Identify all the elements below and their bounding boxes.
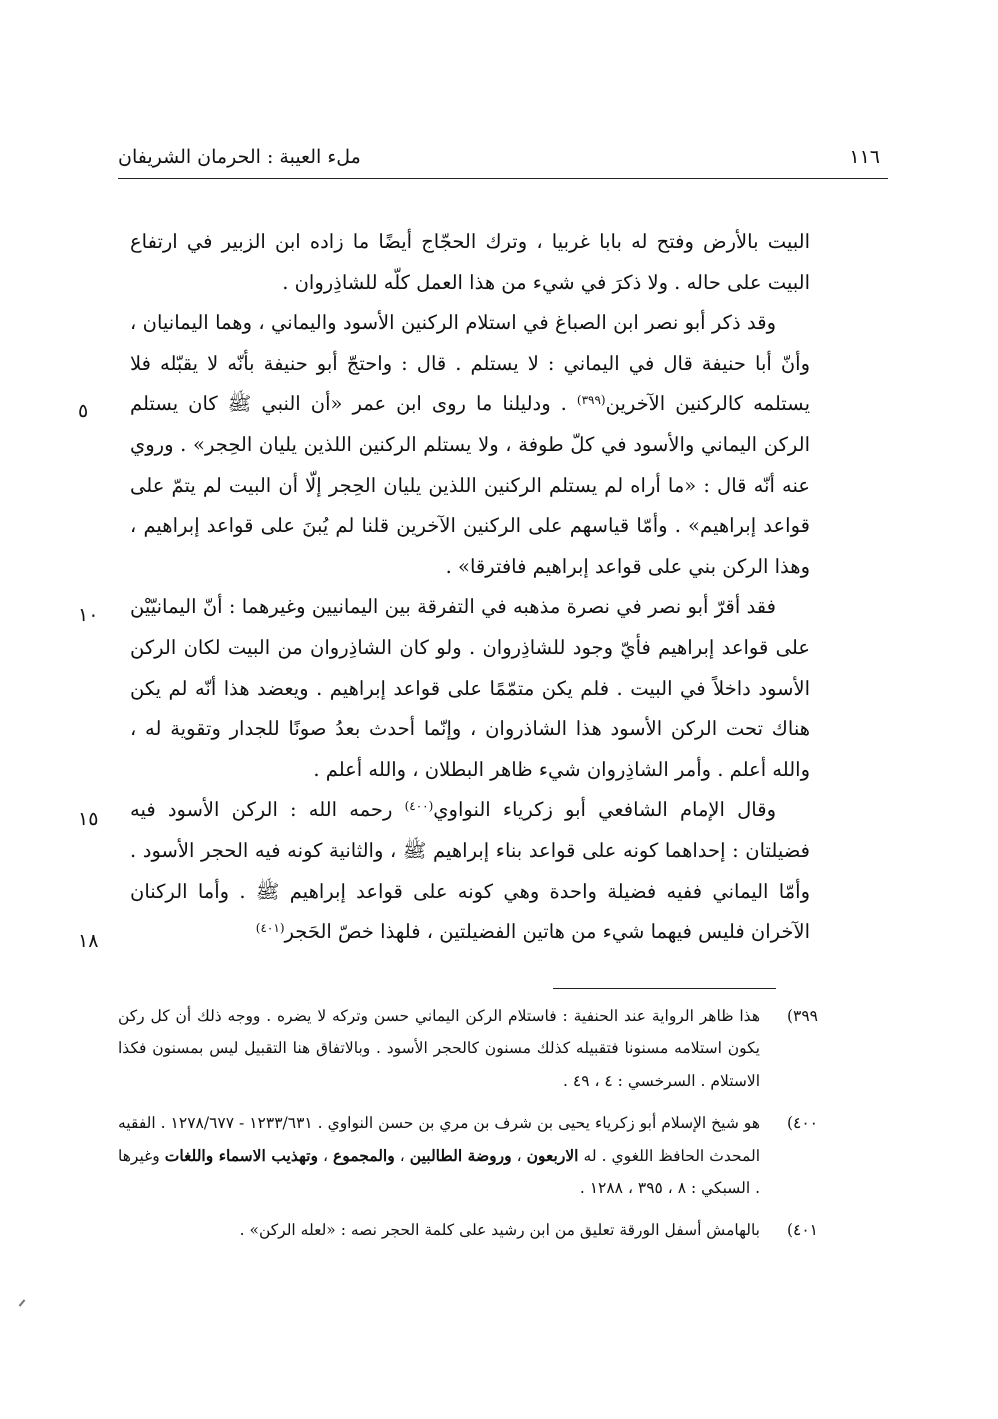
book-title-arbaun: الاربعون bbox=[526, 1145, 579, 1165]
footnote-number: ٣٩٩) bbox=[786, 1007, 818, 1025]
running-title: ملء العيبة : الحرمان الشريفان bbox=[118, 146, 361, 168]
separator: ، bbox=[317, 1146, 334, 1165]
main-text bbox=[130, 222, 810, 953]
footnote-ref-399[interactable]: (٣٩٩) bbox=[576, 393, 606, 408]
separator: ، bbox=[511, 1146, 527, 1165]
paragraph-1: البيت بالأرض وفتح له بابا غربيا ، وترك الحجّاج أيضًا ما زاده ابن الزبير في ارتفاع البيت على حاله . ولا ذكرَ في شيء من هذا العمل كلّه للشاذِروان . bbox=[130, 230, 810, 294]
page-header bbox=[118, 140, 880, 174]
footnote-text-part-a: هو شيخ الإسلام أبو زكرياء يحيى بن شرف بن مري بن حسن النواوي . ١٢٣٣/٦٣١ - ١٢٧٨/٦٧٧ . الفقيه المحدث الحافظ اللغوي . له bbox=[118, 1114, 761, 1165]
paragraph-4 bbox=[130, 790, 810, 952]
paragraph-3: فقد أقرّ أبو نصر في نصرة مذهبه في التفرقة بين اليمانيين وغيرهما : أنّ اليمانيّيْن على قواعد إبراهيم فأيّ وجود للشاذِروان . ولو كان الشاذِروان من البيت لكان الركن الأسود داخلاً في البيت . فلم يكن متمّمًا على قواعد إبراهيم . ويعضد هذا أنّه لم يكن هناك تحت الركن الأسود هذا الشاذروان ، وإنّما أحدث بعدُ صونًا للجدار وتقوية له ، والله أعلم . وأمر الشاذِروان شيء ظاهر البطلان ، والله أعلم . bbox=[130, 595, 810, 781]
paragraph-2-part-a: وقد ذكر أبو نصر ابن الصباغ في استلام الركنين الأسود واليماني ، وهما اليمانيان ، وأنّ أبا حنيفة قال في اليماني : لا يستلم . قال : واحتجّ أبو حنيفة بأنّه لا يقبّله فلا يستلمه كالركنين الآخرين bbox=[130, 311, 810, 416]
paragraph-2 bbox=[130, 303, 810, 587]
footnote-400 bbox=[118, 1107, 818, 1204]
book-title-majmu: والمجموع bbox=[333, 1145, 395, 1165]
footnote-399 bbox=[118, 1000, 818, 1097]
footnote-number: ٤٠١) bbox=[786, 1221, 818, 1240]
footnote-ref-400[interactable]: (٤٠٠) bbox=[404, 799, 434, 814]
footnote-text-part-b: وغيرها . السبكي : ٨ ، ٣٩٥ ، ١٢٨٨ . bbox=[118, 1146, 760, 1198]
line-number-18: ١٨ bbox=[78, 930, 99, 952]
header-rule bbox=[118, 178, 888, 179]
book-title-rawda: وروضة الطالبين bbox=[409, 1145, 512, 1165]
footnote-text: هذا ظاهر الرواية عند الحنفية : فاستلام الركن اليماني حسن وتركه لا يضره . ووجه ذلك أن كل ركن يكون استلامه مسنونا فتقبيله كذلك مسنون كالحجر الأسود . وبالاتفاق هنا التقبيل ليس بمسنون فكذا الاستلام . السرخسي : ٤ ، ٤٩ . bbox=[118, 1007, 760, 1090]
line-number-10: ١٠ bbox=[78, 604, 99, 626]
scan-speck bbox=[19, 1299, 26, 1306]
separator: ، bbox=[394, 1146, 410, 1165]
footnotes bbox=[118, 1000, 818, 1257]
footnote-401 bbox=[118, 1214, 818, 1246]
footnote-ref-401[interactable]: (٤٠١) bbox=[255, 921, 285, 936]
footnote-number: ٤٠٠) bbox=[786, 1114, 818, 1133]
paragraph-4-part-a: وقال الإمام الشافعي أبو زكرياء النواوي bbox=[433, 798, 776, 822]
paragraph-4-part-b: رحمه الله : الركن الأسود فيه فضيلتان : إحداهما كونه على قواعد بناء إبراهيم ﷺ ، والثانية كونه فيه الحجر الأسود . وأمّا اليماني ففيه فضيلة واحدة وهي كونه على قواعد إبراهيم ﷺ . وأما الركنان الآخران فليس فيهما شيء من هاتين الفضيلتين ، فلهذا خصّ الحَجر bbox=[130, 798, 810, 944]
line-number-15: ١٥ bbox=[78, 808, 99, 830]
book-title-tahdhib: وتهذيب الاسماء واللغات bbox=[164, 1145, 318, 1165]
footnote-text: بالهامش أسفل الورقة تعليق من ابن رشيد على كلمة الحجر نصه : «لعله الركن» . bbox=[239, 1221, 760, 1240]
footnote-text bbox=[118, 1107, 760, 1204]
paragraph-2-part-b: . ودليلنا ما روى ابن عمر «أن النبي ﷺ كان يستلم الركن اليماني والأسود في كلّ طوفة ، ولا يستلم الركنين اللذين يليان الحِجر» . وروي عنه أنّه قال : «ما أراه لم يستلم الركنين اللذين يليان الحِجر إلّا أن البيت لم يتمّ على قواعد إبراهيم» . وأمّا قياسهم على الركنين الآخرين قلنا لم يُبنَ على قواعد إبراهيم ، وهذا الركن بني على قواعد إبراهيم فافترقا» . bbox=[130, 392, 810, 578]
page-number: ١١٦ bbox=[849, 146, 880, 168]
line-number-5: ٥ bbox=[78, 400, 89, 422]
footnote-separator bbox=[553, 988, 776, 989]
